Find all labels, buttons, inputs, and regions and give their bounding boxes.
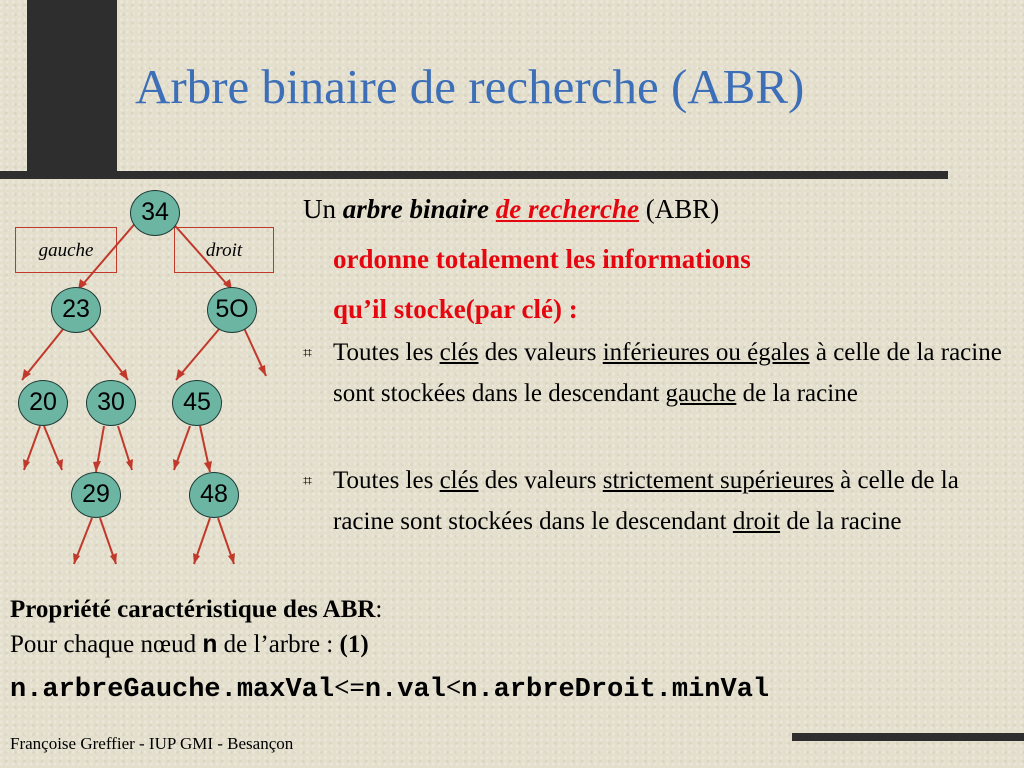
tree-node-48: 48 [189,472,239,518]
property-title: Propriété caractéristique des ABR: [10,596,383,623]
arrowhead [126,459,133,470]
decorative-sidebar-block [27,0,117,178]
tree-node-root: 34 [130,190,180,236]
text-arbre-binaire: arbre binaire [342,194,490,224]
arrowhead [193,553,200,564]
property-formula: n.arbreGauche.maxVal<=n.val<n.arbreDroit.minVal [10,672,770,705]
tree-node-right-left: 45 [172,380,222,426]
property-section [10,592,1020,710]
arrowhead [56,459,63,470]
decorative-top-rule [0,171,948,179]
tree-node-29: 29 [71,472,121,518]
tree-node-left: 23 [51,287,101,333]
edge-5O-45 [176,328,220,380]
bullet-text: Toutes les clés des valeurs inférieures ou égales à celle de la racine sont stockées dans le descendant gauche de la racine [333,339,1002,407]
bullet-right-subtree [303,460,1019,542]
tree-node-right: 5O [207,287,257,333]
arrowhead [228,553,235,564]
arrowhead [73,553,80,564]
arrowhead [258,365,266,376]
arrowhead [204,461,212,472]
bullet-hash-icon: ⌗ [303,471,313,490]
property-statement: Pour chaque nœud n de l’arbre : (1) [10,631,369,660]
bullet-text: Toutes les clés des valeurs strictement supérieures à celle de la racine sont stockées dans le descendant droit de la racine [333,467,959,535]
definition-line-3: qu’il stocke(par clé) : [333,294,578,324]
arrowhead [110,553,117,564]
tree-node-left-left: 20 [18,380,68,426]
decorative-bottom-rule [792,733,1024,741]
abr-definition [303,184,1023,334]
slide-footer: Françoise Greffier - IUP GMI - Besançon [10,734,294,753]
bullet-hash-icon: ⌗ [303,343,313,362]
text-abr: (ABR) [645,194,720,224]
bullet-left-subtree [303,332,1019,414]
gauche-label-box: gauche [15,227,117,273]
definition-line-1 [303,184,1023,234]
arrowhead [23,459,30,470]
slide-title: Arbre binaire de recherche (ABR) [135,59,805,114]
text-un: Un [303,194,336,224]
arrowhead [173,459,180,470]
definition-line-2: ordonne totalement les informations [333,244,751,274]
tree-node-left-right: 30 [86,380,136,426]
text-de-recherche: de recherche [495,194,639,224]
droit-label-box: droit [174,227,274,273]
